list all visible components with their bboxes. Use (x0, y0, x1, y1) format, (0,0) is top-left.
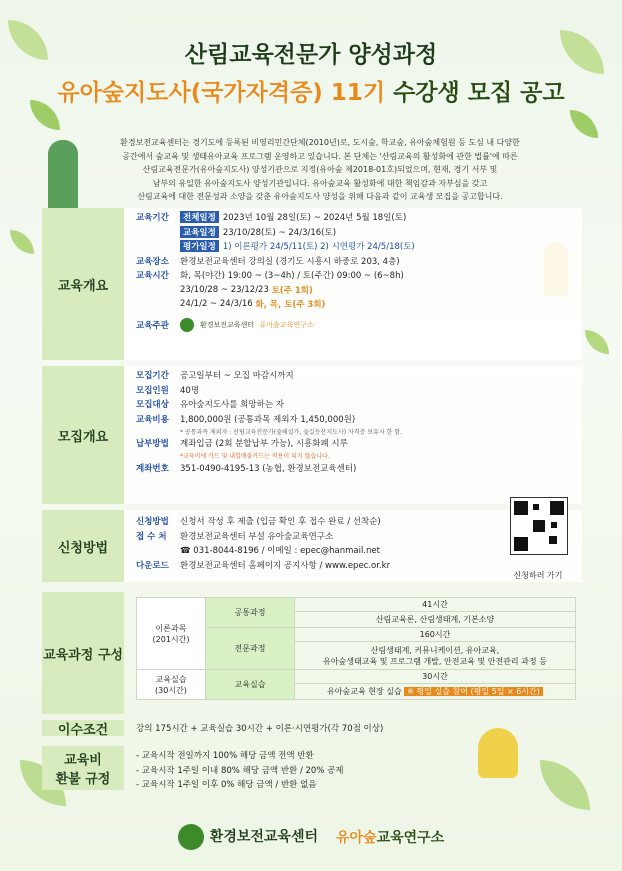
footer-logos (0, 824, 622, 850)
section-refund: 교육비 환불 규정 - 교육시작 전일까지 100% 해당 금액 전액 반환 - 교육시작 1주일 이내 80% 해당 금액 반환 / 20% 공제 - 교육시작 1주일 이후 0% 해당 금액 / 반환 없음 (42, 746, 582, 790)
institute-logo: 유아숲교육연구소 (336, 830, 445, 846)
page-subtitle: 유아숲지도사(국가자격증) 11기 수강생 모집 공고 (57, 80, 565, 106)
center-logo: 환경보전교육센터 (178, 824, 318, 850)
section-curriculum: 교육과정 구성 (42, 592, 582, 714)
curriculum-table: 이론과목 (201시간) 공통과정 41시간 산림교육론, 산림생태계, 기본소양 전문과정 160시간 산림생태계, 커뮤니케이션, 유아교육, 유아숲생태교육 및 프로그램 개발, 안전교육 및 안전관리 과정 등 교육실습 (30시간) 교육실습 30시간 유아숲교육 현장 실습 ※ 평일 실습 참여 (평일 5일 × 6시간) (136, 597, 576, 700)
leaf-decoration (570, 110, 598, 138)
center-logo (180, 318, 194, 332)
section-completion: 이수조건 강의 175시간 + 교육실습 30시간 + 이론·시연평가(각 70점 이상) (42, 720, 582, 736)
section-education-overview: 교육개요 교육기간 전체일정 2023년 10월 28일(토) ~ 2024년 5월 18일(토) 교육일정 23/10/28(토) ~ 24/3/16(토) 평가일정 1) 이론평가 24/5/11(토) 2) 시연평가 24/5/18(토) 교육장소 환경보전교육센터 강의실 (경기도 시흥시 하중로 203, 4층) 교육시간 화, 목(야간) 19:00 ~ (3~4h) / 토(주간) 09:00 ~ (6~8h) 23/10/28 ~ 23/12/23 토(주 1회) 24/1/2 ~ 24/3/16 화, 목, 토(주 3회) 교육주관 환경보전교육센터 유아숲교육연구소 (42, 208, 582, 360)
section-recruitment: 모집개요 모집기간 공고일부터 ~ 모집 마감시까지 모집인원 40명 모집대상 유아숲지도사를 희망하는 자 교육비용 1,800,000원 (공통과목 제외자 1,450,000원) * 공통과목 제외자 : 산림교육전문가(숲해설가, 숲길등산지도사) 자격증 보유자 한 함. 납부방법 계좌입금 (2회 분할납부 가능), 시흥화폐 시루 *교육비에 카드 및 내일배움카드는 적용이 되지 않습니다. 계좌번호 351-0490-4195-13 (농협, 환경보전교육센터) (42, 366, 582, 504)
page-title: 산림교육전문가 양성과정 (184, 42, 438, 68)
section-application: 신청방법 신청방법 신청서 작성 후 제출 (입금 확인 후 접수 완료 / 선착순) 접 수 처 환경보전교육센터 부설 유아숲교육연구소 ☎ 031-8044-8196 / 이메일 : epec@hanmail.net 다운로드 환경보전교육센터 홈페이지 공지사항 / www.epec.or.kr (42, 510, 582, 582)
leaf-decoration (585, 330, 609, 354)
section-label: 교육개요 (42, 208, 124, 360)
leaf-decoration (10, 230, 34, 254)
intro-paragraph: 환경보전교육센터는 경기도에 등록된 비영리민간단체(2010년)로, 도시숲, 학교숲, 유아숲체험원 등 도심 내 다양한 공간에서 숲교육 및 생태유아교육 프로그램 운영하고 있습니다. 본 단체는 '산림교육의 활성화에 관한 법률'에 따른 산림교육전문가(유아숲지도사) 양성기관으로 지정(유아숲 제2018-01호)되었으며, 현재, 경기 서부 및 남부의 유일한 유아숲지도사 양성기관입니다. 유아숲교육 활성화에 대한 책임감과 자부심을 갖고 산림교육에 대한 전문성과 소양을 갖춘 유아숲지도사 양성을 위해 다음과 같이 교육생 모집을 공고합니다. (120, 138, 520, 201)
download-link[interactable]: 환경보전교육센터 홈페이지 공지사항 / www.epec.or.kr (180, 560, 391, 571)
qr-label: 신청하러 가기 (513, 571, 563, 580)
qr-code[interactable] (510, 497, 568, 555)
